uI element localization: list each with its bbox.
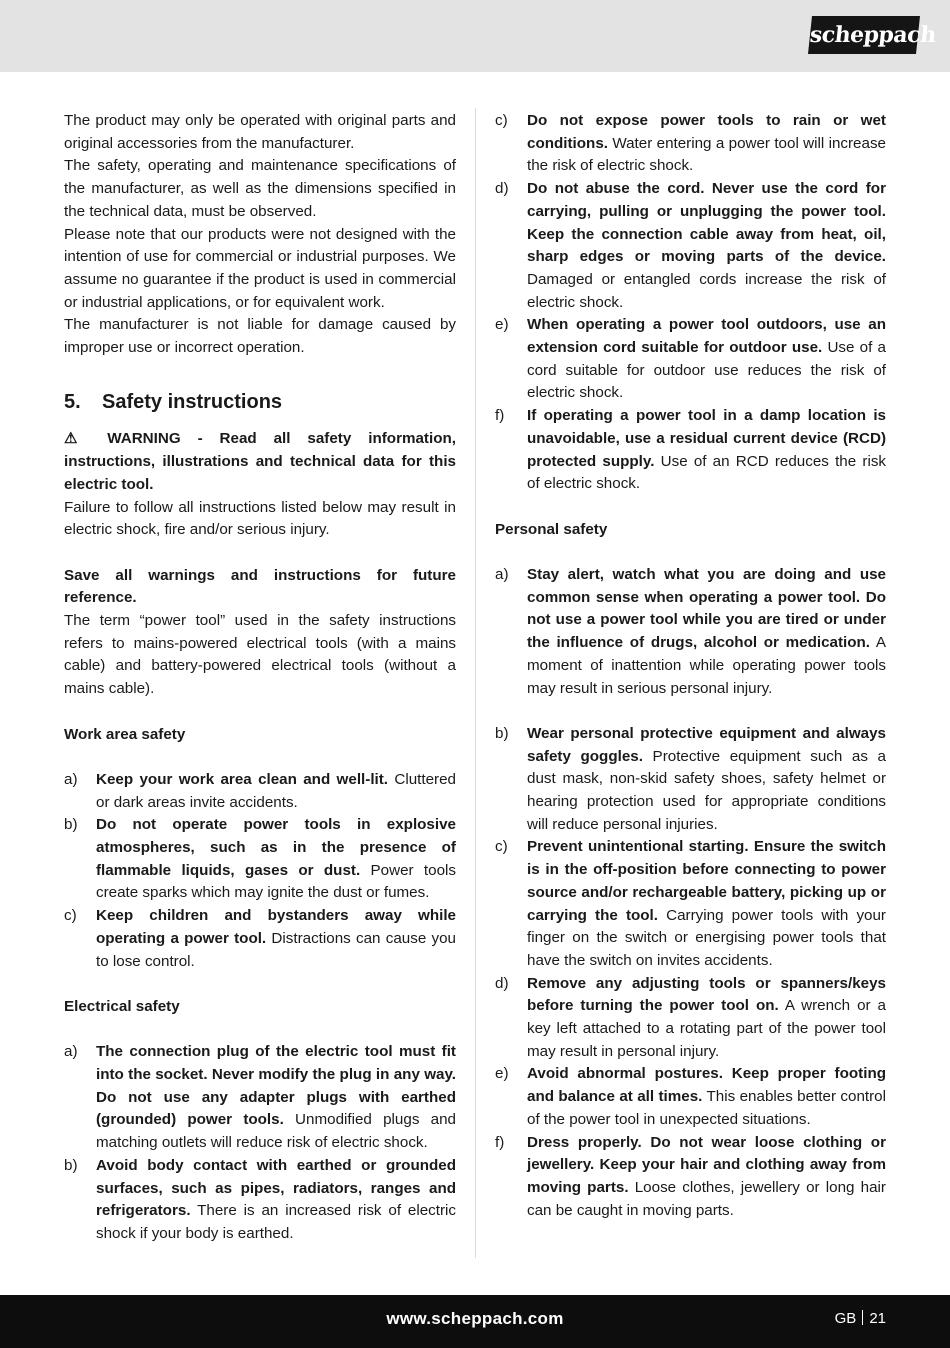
list-item-plain: A wrench or a key left attached to a rotating part of the power tool may result in personal injury.: [527, 997, 886, 1060]
list-item-plain: Water entering a power tool will increase the risk of electric shock.: [527, 134, 886, 175]
list-item-bold: If operating a power tool in a damp location is unavoidable, use a residual current device (RCD) protected supply.: [527, 407, 886, 470]
personal-list: [495, 723, 886, 1222]
list-item-bold: Do not operate power tools in explosive atmospheres, such as in the presence of flammable liquids, gases or dust.: [96, 816, 456, 879]
list-item-label: e): [495, 1065, 509, 1083]
list-item-plain: There is an increased risk of electric shock if your body is earthed.: [96, 1202, 456, 1242]
list-item: [495, 178, 886, 314]
list-item-plain: Protective equipment such as a dust mask, non-skid safety shoes, safety helmet or hearing protection used for appropriate conditions will reduce personal injuries.: [527, 747, 886, 833]
list-item-text: [96, 1155, 456, 1246]
list-item: [495, 1132, 886, 1223]
list-item-text: [527, 1132, 886, 1223]
list-item: [495, 405, 886, 496]
list-item-text: [527, 110, 886, 178]
list-item-bold: The connection plug of the electric tool must fit into the socket. Never modify the plug in any way. Do not use any adapter plugs with earthed (grounded) power tools.: [96, 1043, 456, 1129]
electrical-list-continued: [495, 110, 886, 496]
warning-icon: ⚠: [64, 430, 91, 448]
section-heading: [64, 382, 456, 428]
list-item: [64, 905, 456, 973]
page-number-value: 21: [869, 1310, 886, 1327]
list-item-label: c): [64, 907, 77, 925]
list-item-plain: Unmodified plugs and matching outlets will reduce risk of electric shock.: [96, 1111, 456, 1152]
list-item-label: c): [495, 112, 508, 129]
list-item: [495, 110, 886, 178]
list-item-plain: This enables better control of the power tool in unexpected situations.: [527, 1088, 886, 1128]
save-warnings-heading: Save all warnings and instructions for future reference.: [64, 566, 456, 607]
intro-paragraph: The manufacturer is not liable for damage caused by improper use or incorrect operation.: [64, 316, 456, 357]
list-item-plain: A moment of inattention while operating power tools may result in serious personal injury.: [527, 634, 886, 697]
list-item-bold: Do not abuse the cord. Never use the cord for carrying, pulling or unplugging the power tool. Keep the connection cable away from heat, oil, sharp edges or moving parts of the device.: [527, 180, 886, 266]
list-item-plain: Distractions can cause you to lose control.: [96, 929, 457, 970]
website-link[interactable]: www.scheppach.com: [386, 1309, 564, 1328]
list-item-text: [527, 836, 886, 972]
left-column: [64, 110, 456, 1246]
list-item-label: a): [495, 566, 509, 584]
brand-logo: scheppach: [808, 16, 920, 54]
list-item-label: d): [495, 974, 509, 992]
section-number: 5.: [64, 391, 81, 414]
list-item-text: [96, 905, 456, 973]
list-item-plain: Use of an RCD reduces the risk of electric shock.: [527, 452, 887, 493]
electrical-list: [64, 1041, 456, 1245]
list-item-bold: Prevent unintentional starting. Ensure the switch is in the off-position before connecting to power source and/or rechargeable battery, picking up or carrying the tool.: [527, 838, 886, 924]
list-item-bold: Avoid abnormal postures. Keep proper footing and balance at all times.: [527, 1065, 886, 1106]
list-item-plain: Loose clothes, jewellery or long hair can be caught in moving parts.: [527, 1179, 886, 1219]
list-item-bold: Stay alert, watch what you are doing and use common sense when operating a power tool. Do not use a power tool while you are tired or under the influence of drugs, alcohol or medication.: [527, 566, 886, 652]
list-item-label: f): [495, 1133, 505, 1151]
page-footer: [0, 1295, 950, 1348]
list-item: [64, 1155, 456, 1246]
list-item-label: a): [64, 1043, 78, 1061]
list-item: [495, 973, 886, 1064]
section-title: Safety instructions: [102, 391, 283, 414]
list-item-label: c): [495, 838, 508, 856]
power-tool-definition: The term “power tool” used in the safety instructions refers to mains-powered electrical tools (with a mains cable) and battery-powered electrical tools (without a mains cable).: [64, 612, 456, 698]
list-item-text: [96, 1041, 456, 1155]
list-item-label: b): [495, 724, 509, 742]
list-item-bold: When operating a power tool outdoors, use an extension cord suitable for outdoor use.: [527, 316, 886, 357]
list-item-text: [527, 723, 886, 837]
warning-block: [64, 428, 456, 496]
intro-paragraph: The product may only be operated with original parts and original accessories from the manufacturer.: [64, 112, 456, 152]
list-item-text: [96, 769, 456, 814]
list-item: [64, 814, 456, 905]
list-item-label: b): [64, 1156, 78, 1174]
list-item-bold: Avoid body contact with earthed or grounded surfaces, such as pipes, radiators, ranges and refrigerators.: [96, 1156, 456, 1220]
warning-heading: WARNING - Read all safety information, instructions, illustrations and technical data for this electric tool.: [64, 430, 456, 493]
list-item-text: [527, 1063, 886, 1131]
intro-paragraph: The safety, operating and maintenance specifications of the manufacturer, as well as the dimensions specified in the technical data, must be observed.: [64, 157, 456, 220]
list-item-plain: Cluttered or dark areas invite accidents.: [96, 770, 456, 811]
column-divider: [475, 108, 476, 1258]
list-item-text: [527, 178, 886, 314]
list-item: [64, 769, 456, 814]
list-item-label: a): [64, 770, 78, 788]
list-item-plain: Use of a cord suitable for outdoor use reduces the risk of electric shock.: [527, 339, 886, 402]
subsection-title-electrical: Electrical safety: [64, 997, 180, 1015]
list-item-label: b): [64, 816, 78, 834]
warning-text: Failure to follow all instructions listed below may result in electric shock, fire and/or serious injury.: [64, 498, 456, 539]
page-header: [0, 0, 950, 72]
subsection-title-work-area: Work area safety: [64, 725, 186, 743]
list-item-text: [527, 405, 886, 496]
list-item-plain: Carrying power tools with your finger on the switch or energising power tools that have the switch on invites accidents.: [527, 906, 886, 969]
personal-list-a: [495, 564, 886, 700]
list-item-text: [527, 564, 886, 700]
list-item-label: f): [495, 407, 505, 425]
list-item: [495, 723, 886, 837]
list-item: [495, 1063, 886, 1131]
work-area-list: [64, 769, 456, 973]
list-item-text: [527, 973, 886, 1064]
list-item-text: [96, 814, 456, 905]
list-item-bold: Remove any adjusting tools or spanners/keys before turning the power tool on.: [527, 974, 886, 1015]
list-item: [495, 314, 886, 405]
list-item: [64, 1041, 456, 1155]
list-item-label: e): [495, 316, 509, 334]
intro-paragraph: Please note that our products were not designed with the intention of use for commercial or industrial purposes. We assume no guarantee if the product is used in commercial or industrial applications, or for equivalent work.: [64, 225, 456, 311]
language-code: GB: [834, 1310, 857, 1327]
list-item-bold: Wear personal protective equipment and always safety goggles.: [527, 724, 886, 765]
list-item-bold: Keep children and bystanders away while operating a power tool.: [96, 907, 456, 947]
list-item-bold: Dress properly. Do not wear loose clothing or jewellery. Keep your hair and clothing away from moving parts.: [527, 1133, 886, 1196]
list-item-bold: Do not expose power tools to rain or wet conditions.: [527, 112, 886, 152]
right-column: [495, 110, 886, 1222]
list-item-bold: Keep your work area clean and well-lit.: [96, 770, 389, 788]
subsection-title-personal: Personal safety: [495, 520, 608, 538]
page-number: [835, 1310, 886, 1327]
list-item-plain: Power tools create sparks which may ignite the dust or fumes.: [96, 861, 457, 902]
list-item-label: d): [495, 180, 509, 198]
list-item: [495, 836, 886, 972]
list-item-text: [527, 314, 886, 405]
list-item: [495, 564, 886, 700]
list-item-plain: Damaged or entangled cords increase the risk of electric shock.: [527, 270, 886, 311]
